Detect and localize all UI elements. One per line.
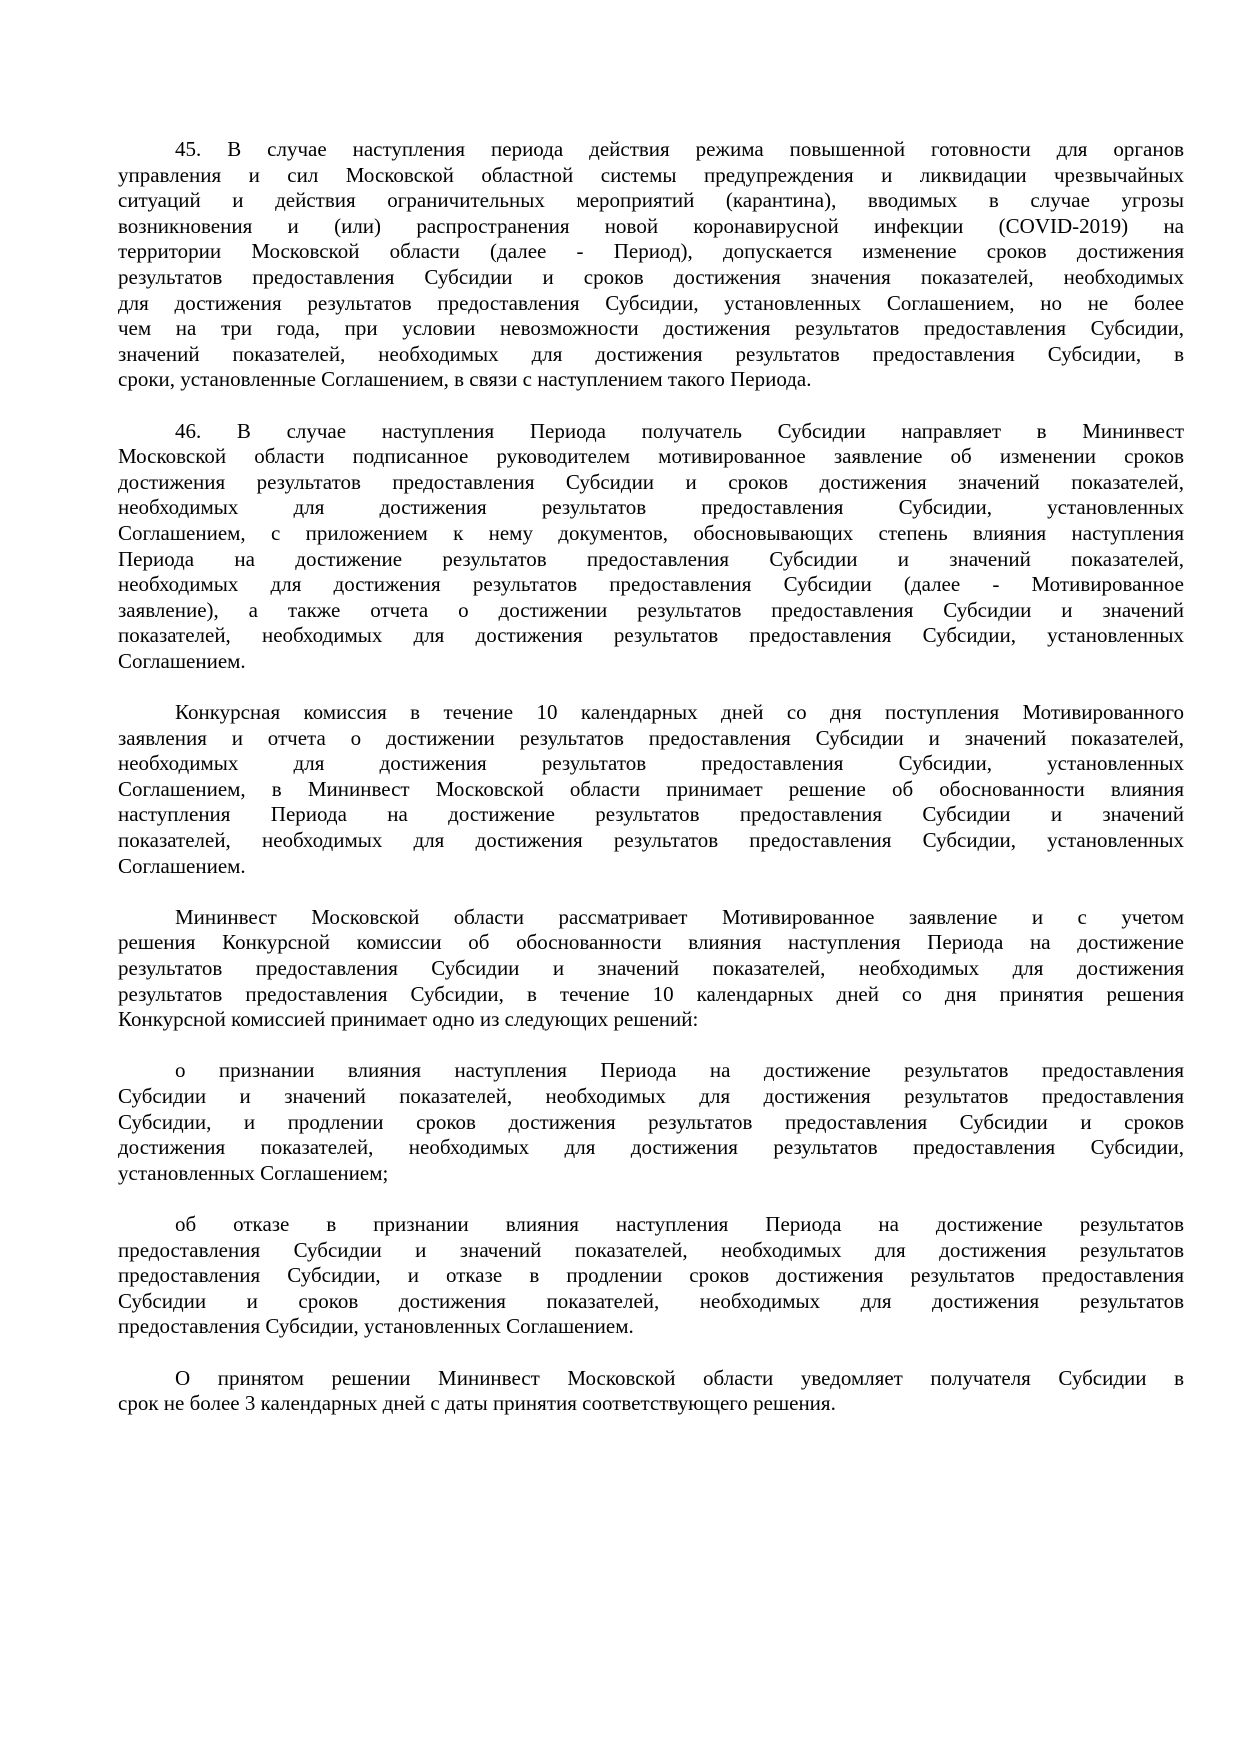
text-line: достижения показателей, необходимых для достижения результатов предоставления Субсидии, bbox=[118, 1135, 1184, 1160]
text-line: показателей, необходимых для достижения результатов предоставления Субсидии, установленных bbox=[118, 828, 1184, 853]
text-line: необходимых для достижения результатов предоставления Субсидии, установленных bbox=[118, 751, 1184, 776]
text-line: результатов предоставления Субсидии и сроков достижения значения показателей, необходимых bbox=[118, 264, 1184, 289]
text-line: управления и сил Московской областной системы предупреждения и ликвидации чрезвычайных bbox=[118, 162, 1184, 187]
text-line: необходимых для достижения результатов предоставления Субсидии (далее - Мотивированное bbox=[118, 572, 1184, 597]
text-line: чем на три года, при условии невозможности достижения результатов предоставления Субсидии, bbox=[118, 316, 1184, 341]
text-line: результатов предоставления Субсидии и значений показателей, необходимых для достижения bbox=[118, 956, 1184, 980]
text-line: Московской области подписанное руководителем мотивированное заявление об изменении сроков bbox=[118, 444, 1184, 469]
text-line: Соглашением, с приложением к нему документов, обосновывающих степень влияния наступления bbox=[118, 520, 1184, 545]
text-line: Субсидии и значений показателей, необходимых для достижения результатов предоставления bbox=[118, 1083, 1184, 1108]
text-line: Периода на достижение результатов предоставления Субсидии и значений показателей, bbox=[118, 546, 1184, 571]
text-line: территории Московской области (далее - Период), допускается изменение сроков достижения bbox=[118, 239, 1184, 264]
paragraph bbox=[118, 137, 1184, 393]
text-line: наступления Периода на достижение результатов предоставления Субсидии и значений bbox=[118, 802, 1184, 827]
text-line: 46. В случае наступления Периода получатель Субсидии направляет в Мининвест bbox=[175, 418, 1184, 443]
text-line: Соглашением. bbox=[118, 853, 246, 878]
text-line: ситуаций и действия ограничительных мероприятий (карантина), вводимых в случае угрозы bbox=[118, 188, 1184, 213]
document-body bbox=[118, 137, 1184, 1442]
paragraph bbox=[118, 1366, 1184, 1417]
text-line: достижения результатов предоставления Субсидии и сроков достижения значений показателей, bbox=[118, 469, 1184, 494]
text-line: возникновения и (или) распространения новой коронавирусной инфекции (COVID-2019) на bbox=[118, 213, 1184, 238]
text-line: 45. В случае наступления периода действия режима повышенной готовности для органов bbox=[175, 137, 1184, 161]
text-line: сроки, установленные Соглашением, в связи с наступлением такого Периода. bbox=[118, 367, 812, 392]
paragraph bbox=[118, 700, 1184, 879]
text-line: Субсидии, и продлении сроков достижения результатов предоставления Субсидии и сроков bbox=[118, 1109, 1184, 1134]
paragraph bbox=[118, 905, 1184, 1033]
text-line: Конкурсной комиссией принимает одно из следующих решений: bbox=[118, 1007, 699, 1032]
text-line: установленных Соглашением; bbox=[118, 1160, 389, 1185]
paragraph bbox=[118, 419, 1184, 675]
text-line: результатов предоставления Субсидии, в течение 10 календарных дней со дня принятия решения bbox=[118, 981, 1184, 1006]
text-line: О принятом решении Мининвест Московской области уведомляет получателя Субсидии в bbox=[175, 1365, 1184, 1390]
text-line: об отказе в признании влияния наступления Периода на достижение результатов bbox=[175, 1211, 1184, 1236]
text-line: Мининвест Московской области рассматривает Мотивированное заявление и с учетом bbox=[175, 904, 1184, 929]
text-line: заявления и отчета о достижении результатов предоставления Субсидии и значений показателей, bbox=[118, 725, 1184, 750]
text-line: для достижения результатов предоставления Субсидии, установленных Соглашением, но не более bbox=[118, 290, 1184, 315]
text-line: срок не более 3 календарных дней с даты принятия соответствующего решения. bbox=[118, 1391, 836, 1416]
text-line: о признании влияния наступления Периода на достижение результатов предоставления bbox=[175, 1058, 1184, 1083]
paragraph bbox=[118, 1058, 1184, 1186]
paragraph bbox=[118, 1212, 1184, 1340]
text-line: значений показателей, необходимых для достижения результатов предоставления Субсидии, в bbox=[118, 341, 1184, 366]
text-line: показателей, необходимых для достижения результатов предоставления Субсидии, установленных bbox=[118, 623, 1184, 648]
text-line: предоставления Субсидии, и отказе в продлении сроков достижения результатов предоставления bbox=[118, 1263, 1184, 1288]
text-line: предоставления Субсидии, установленных Соглашением. bbox=[118, 1314, 634, 1339]
text-line: заявление), а также отчета о достижении результатов предоставления Субсидии и значений bbox=[118, 597, 1184, 622]
text-line: Соглашением. bbox=[118, 648, 246, 673]
text-line: Субсидии и сроков достижения показателей, необходимых для достижения результатов bbox=[118, 1288, 1184, 1313]
text-line: Конкурсная комиссия в течение 10 календарных дней со дня поступления Мотивированного bbox=[175, 700, 1184, 725]
text-line: Соглашением, в Мининвест Московской области принимает решение об обоснованности влияния bbox=[118, 776, 1184, 801]
text-line: предоставления Субсидии и значений показателей, необходимых для достижения результатов bbox=[118, 1237, 1184, 1262]
text-line: необходимых для достижения результатов предоставления Субсидии, установленных bbox=[118, 495, 1184, 520]
text-line: решения Конкурсной комиссии об обоснованности влияния наступления Периода на достижение bbox=[118, 930, 1184, 955]
